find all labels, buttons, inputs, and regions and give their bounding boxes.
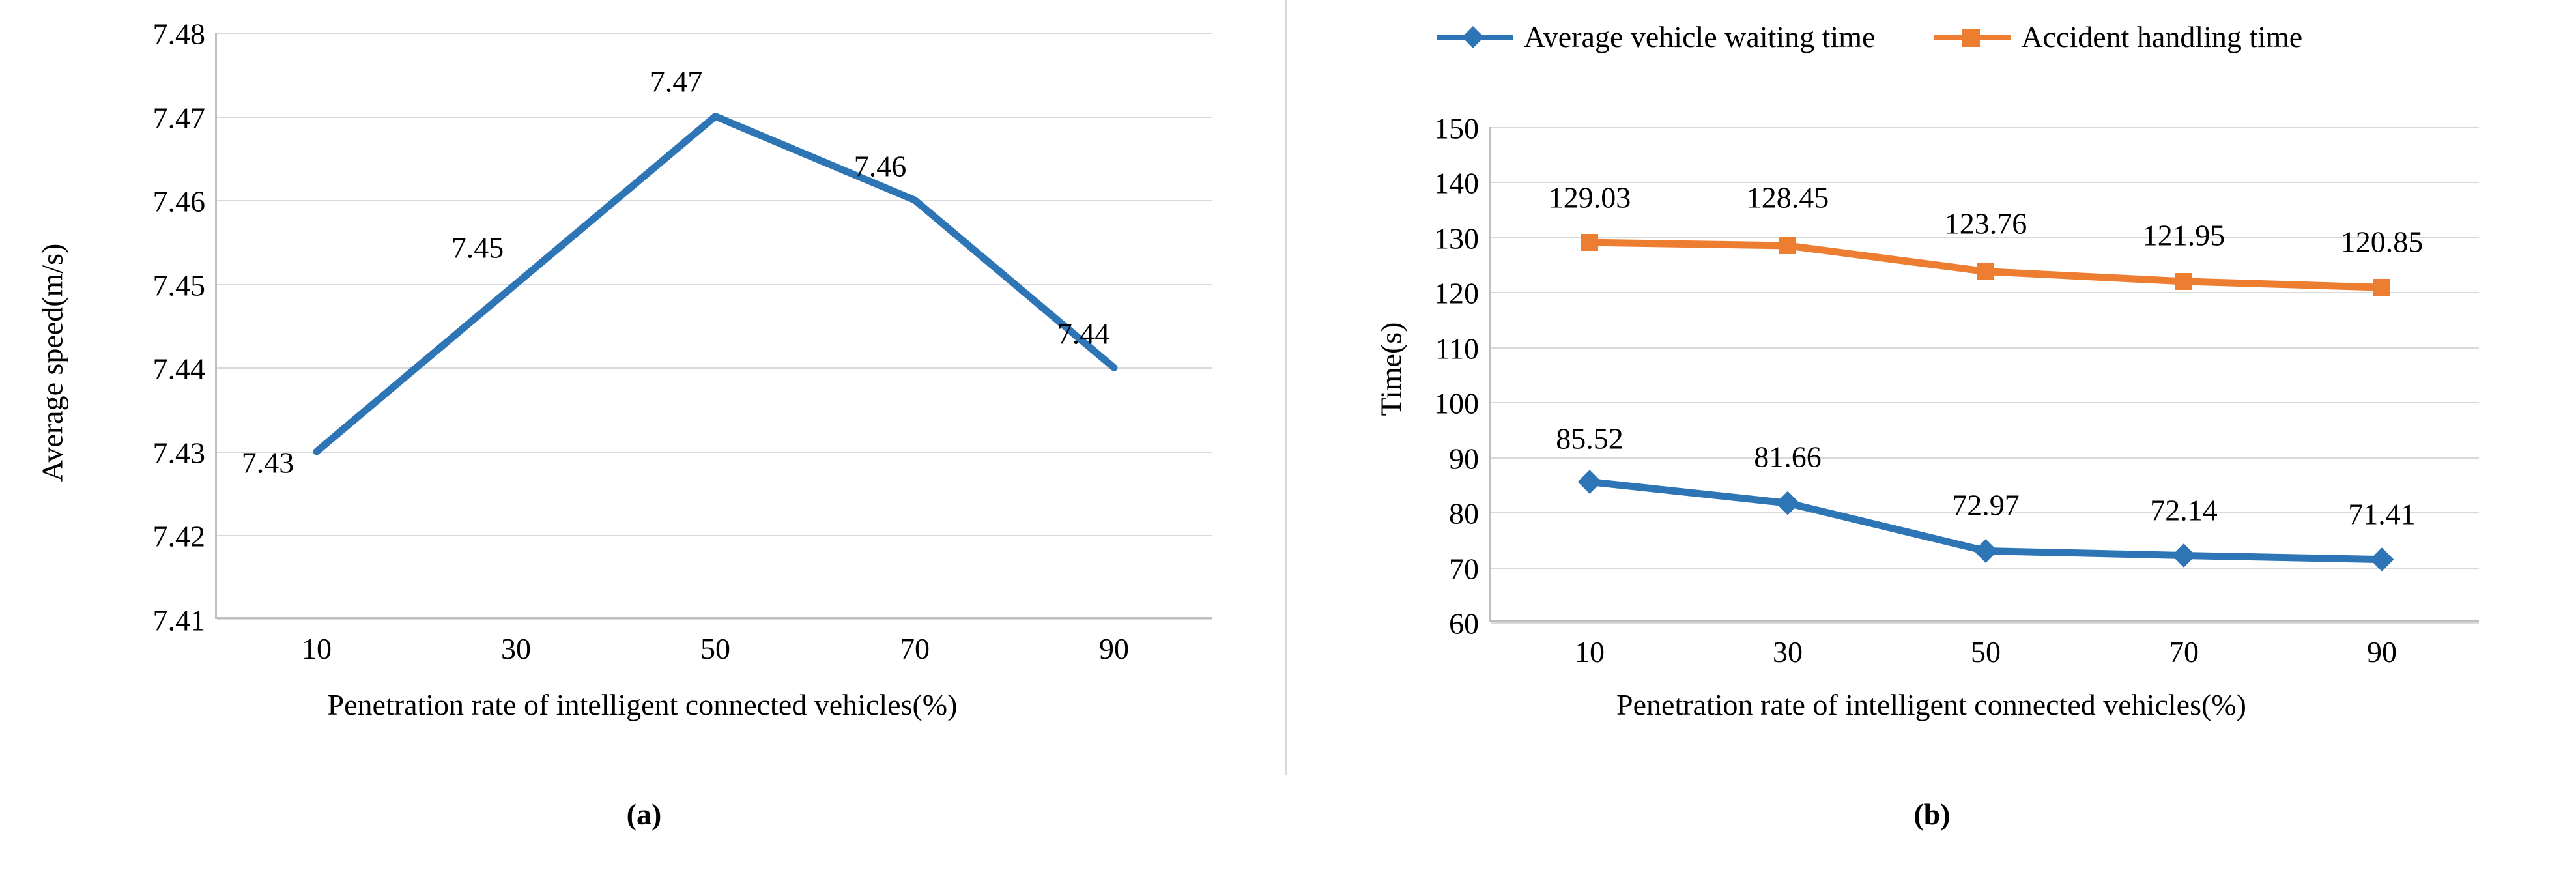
caption-a (0, 775, 1288, 879)
chart-b-point-label-accident: 128.45 (1746, 180, 1829, 214)
chart-b-xtick: 90 (2367, 635, 2397, 669)
chart-b-xtick: 70 (2169, 635, 2199, 669)
legend-label: Average vehicle waiting time (1524, 20, 1876, 53)
chart-a-point-label: 7.44 (1057, 317, 1110, 351)
legend-item-average-vehicle-waiting-time[interactable] (1437, 20, 1875, 54)
chart-a-plot-area (152, 17, 1212, 665)
figure-captions (0, 775, 2576, 879)
chart-a-ytick: 7.41 (152, 603, 205, 637)
chart-b-xtick: 30 (1773, 635, 1803, 669)
chart-a-y-axis-title: Average speed(m/s) (35, 243, 69, 482)
chart-b-ytick: 100 (1434, 386, 1479, 420)
chart-b-series-lines (1491, 127, 2481, 622)
chart-b-point-label-waiting: 71.41 (2348, 497, 2416, 531)
chart-b-ytick: 110 (1435, 332, 1479, 366)
chart-a-ytick: 7.45 (152, 268, 205, 302)
legend-marker-square-icon (1934, 27, 2011, 47)
caption-a-text: (a) (626, 798, 662, 831)
chart-b-ytick: 60 (1449, 607, 1479, 641)
chart-a-point-label: 7.45 (451, 231, 504, 265)
chart-a-xtick: 10 (302, 632, 332, 665)
chart-b-y-axis-title: Time(s) (1374, 322, 1408, 416)
chart-b-ytick: 130 (1434, 222, 1479, 255)
chart-b-plot-area (1434, 111, 2479, 669)
chart-b-legend (1437, 20, 2302, 54)
chart-a-xtick: 70 (900, 632, 930, 665)
chart-b-point-label-waiting: 72.14 (2150, 493, 2218, 527)
chart-a-ytick: 7.44 (152, 352, 205, 386)
chart-a-point-label: 7.47 (650, 65, 703, 98)
chart-b-ytick: 150 (1434, 111, 1479, 145)
chart-b-ytick: 140 (1434, 166, 1479, 200)
legend-marker-diamond-icon (1437, 27, 1513, 47)
chart-b-xtick: 50 (1971, 635, 2001, 669)
chart-panel-a (0, 0, 1287, 775)
chart-b-point-label-accident: 129.03 (1548, 180, 1631, 214)
caption-b (1288, 775, 2576, 879)
chart-a-ytick: 7.43 (152, 436, 205, 470)
chart-b-point-label-waiting: 85.52 (1556, 422, 1624, 455)
chart-b-xtick: 10 (1575, 635, 1605, 669)
chart-a-point-label: 7.46 (853, 149, 907, 183)
chart-b-point-label-accident: 123.76 (1944, 207, 2027, 240)
chart-panel-b (1287, 0, 2576, 775)
chart-a-ytick: 7.46 (152, 184, 205, 218)
chart-a-xtick: 90 (1099, 632, 1129, 665)
chart-b-point-label-accident: 121.95 (2142, 218, 2225, 252)
chart-b-ytick: 80 (1449, 497, 1479, 530)
legend-item-accident-handling-time[interactable] (1934, 20, 2302, 54)
chart-b-ytick: 120 (1434, 276, 1479, 310)
chart-b-point-label-accident: 120.85 (2340, 225, 2424, 259)
chart-a-x-axis-title: Penetration rate of intelligent connected vehicles(%) (327, 688, 958, 721)
chart-a-point-label: 7.43 (241, 446, 294, 480)
chart-b-point-label-waiting: 81.66 (1754, 440, 1822, 474)
chart-a-ytick: 7.47 (152, 101, 205, 134)
chart-a-ytick: 7.48 (152, 17, 205, 51)
chart-b-x-axis-title: Penetration rate of intelligent connected vehicles(%) (1616, 688, 2246, 721)
chart-b-ytick: 70 (1449, 552, 1479, 586)
chart-a-ytick: 7.42 (152, 519, 205, 553)
chart-b-point-label-waiting: 72.97 (1952, 488, 2020, 522)
chart-a-xtick: 50 (700, 632, 730, 665)
legend-label: Accident handling time (2021, 20, 2303, 53)
chart-b-ytick: 90 (1449, 442, 1479, 476)
chart-a-xtick: 30 (501, 632, 531, 665)
caption-b-text: (b) (1913, 798, 1951, 831)
